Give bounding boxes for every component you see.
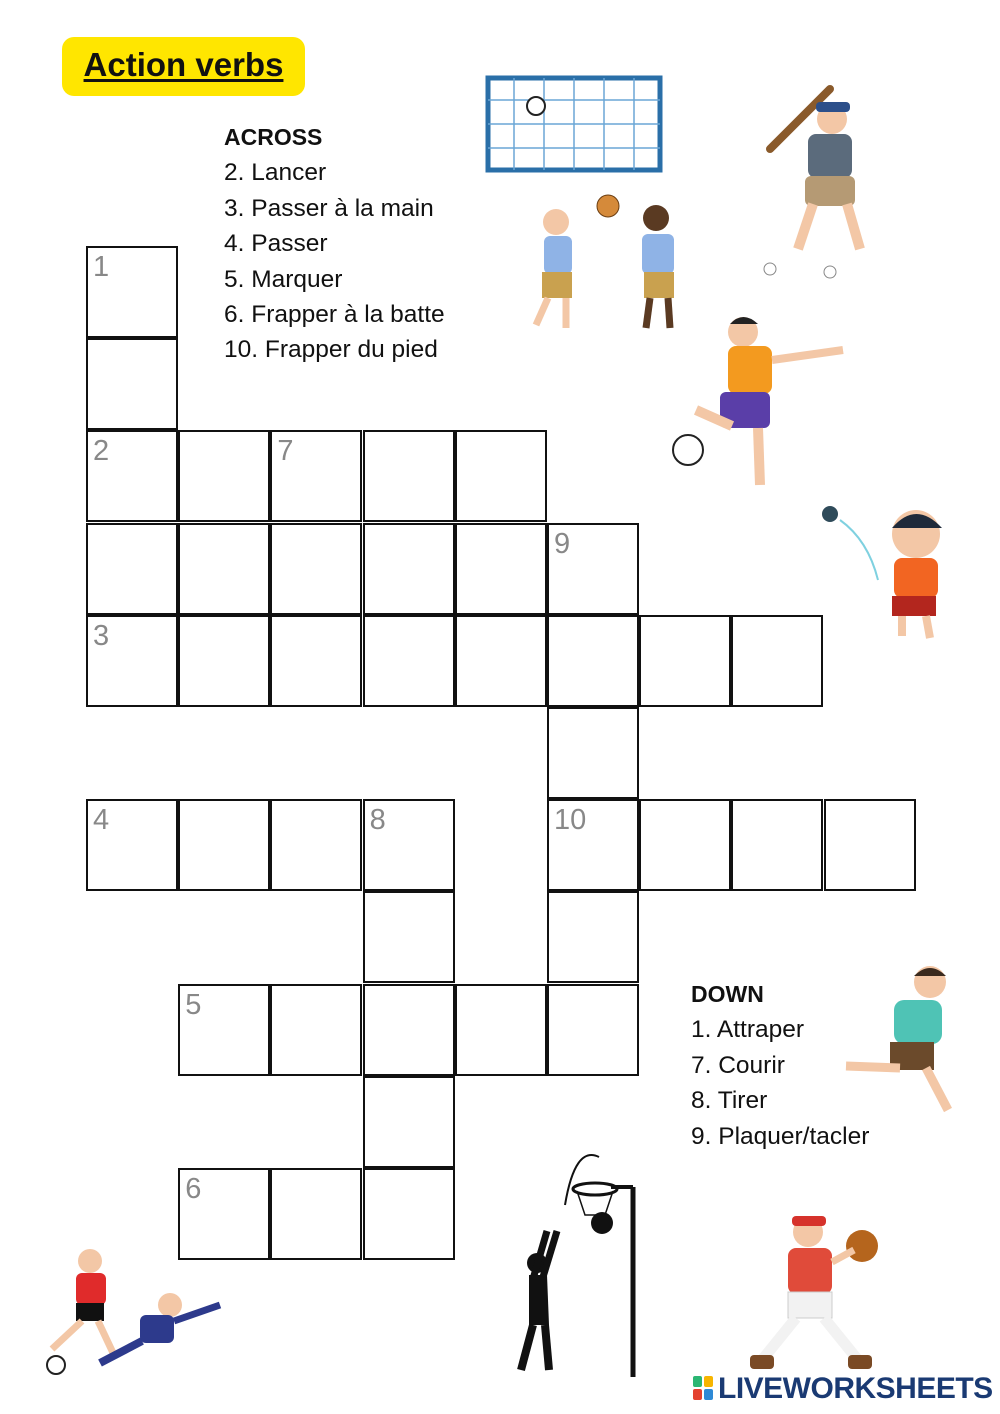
- crossword-cell[interactable]: [270, 1168, 362, 1260]
- crossword-cell-8[interactable]: [363, 799, 455, 891]
- title-badge: [62, 37, 305, 96]
- crossword-cell[interactable]: [270, 615, 362, 707]
- crossword-cell[interactable]: [178, 799, 270, 891]
- crossword-cell[interactable]: [455, 615, 547, 707]
- crossword-cell[interactable]: [270, 799, 362, 891]
- crossword-cell[interactable]: [731, 799, 823, 891]
- brand-watermark: [693, 1372, 993, 1406]
- across-clue: 2. Lancer: [224, 159, 327, 187]
- across-clues: [224, 120, 445, 368]
- clue-number: 2: [93, 435, 110, 468]
- across-clue: 3. Passer à la main: [224, 194, 434, 222]
- crossword-cell[interactable]: [547, 984, 639, 1076]
- down-clue: 9. Plaquer/tacler: [691, 1122, 870, 1150]
- clue-number: 7: [277, 435, 294, 468]
- clue-number: 1: [93, 251, 110, 283]
- clue-number: 8: [369, 804, 386, 837]
- runner-icon: [826, 960, 976, 1130]
- soccer-kicker-icon: [668, 310, 853, 505]
- crossword-cell-9[interactable]: [547, 523, 639, 615]
- clue-number: 9: [554, 527, 571, 560]
- clue-number: 3: [93, 619, 110, 652]
- crossword-cell-3[interactable]: [86, 615, 178, 707]
- crossword-cell-10[interactable]: [547, 799, 639, 891]
- across-heading: ACROSS: [224, 124, 323, 150]
- crossword-cell[interactable]: [363, 984, 455, 1076]
- crossword-cell[interactable]: [363, 891, 455, 983]
- crossword-cell[interactable]: [86, 338, 178, 430]
- crossword-cell-4[interactable]: [86, 799, 178, 891]
- crossword-cell[interactable]: [547, 615, 639, 707]
- brand-text: LIVEWORKSHEETS: [718, 1372, 993, 1405]
- across-clue: 5. Marquer: [224, 265, 343, 293]
- crossword-cell[interactable]: [270, 984, 362, 1076]
- crossword-cell[interactable]: [639, 615, 731, 707]
- across-clue: 4. Passer: [224, 230, 328, 258]
- volleyball-players-icon: [518, 190, 693, 340]
- crossword-cell-5[interactable]: [178, 984, 270, 1076]
- crossword-cell[interactable]: [547, 891, 639, 983]
- baseball-batter-icon: [750, 84, 890, 284]
- crossword-cell[interactable]: [639, 799, 731, 891]
- clue-number: 5: [185, 988, 202, 1021]
- liveworksheets-logo-icon: [693, 1376, 715, 1402]
- crossword-cell[interactable]: [363, 523, 455, 615]
- page-title: Action verbs: [83, 46, 284, 83]
- crossword-cell[interactable]: [363, 1076, 455, 1168]
- crossword-cell-1[interactable]: [86, 246, 178, 338]
- down-heading: DOWN: [691, 981, 764, 1007]
- crossword-cell[interactable]: [270, 523, 362, 615]
- crossword-cell-7[interactable]: [270, 430, 362, 522]
- crossword-cell[interactable]: [455, 984, 547, 1076]
- down-clue: 7. Courir: [691, 1051, 785, 1079]
- crossword-cell[interactable]: [178, 523, 270, 615]
- crossword-cell[interactable]: [363, 615, 455, 707]
- soccer-goal-icon: [484, 74, 664, 174]
- basketball-player-icon: [505, 1145, 650, 1380]
- across-clue: 6. Frapper à la batte: [224, 301, 445, 329]
- clue-number: 6: [185, 1173, 202, 1205]
- crossword-cell[interactable]: [824, 799, 916, 891]
- crossword-cell[interactable]: [86, 523, 178, 615]
- crossword-cell[interactable]: [178, 615, 270, 707]
- crossword-cell[interactable]: [363, 430, 455, 522]
- crossword-cell[interactable]: [731, 615, 823, 707]
- down-clue: 1. Attraper: [691, 1016, 805, 1044]
- clue-number: 4: [93, 804, 110, 837]
- crossword-cell[interactable]: [547, 707, 639, 799]
- crossword-cell-2[interactable]: [86, 430, 178, 522]
- baseball-catcher-icon: [742, 1210, 892, 1380]
- ball-thrower-icon: [818, 500, 973, 645]
- crossword-cell[interactable]: [455, 430, 547, 522]
- clue-number: 10: [554, 804, 587, 837]
- crossword-cell[interactable]: [363, 1168, 455, 1260]
- crossword-cell[interactable]: [178, 430, 270, 522]
- crossword-cell[interactable]: [455, 523, 547, 615]
- down-clue: 8. Tirer: [691, 1087, 768, 1115]
- across-clue: 10. Frapper du pied: [224, 336, 438, 364]
- soccer-tackle-icon: [30, 1245, 230, 1380]
